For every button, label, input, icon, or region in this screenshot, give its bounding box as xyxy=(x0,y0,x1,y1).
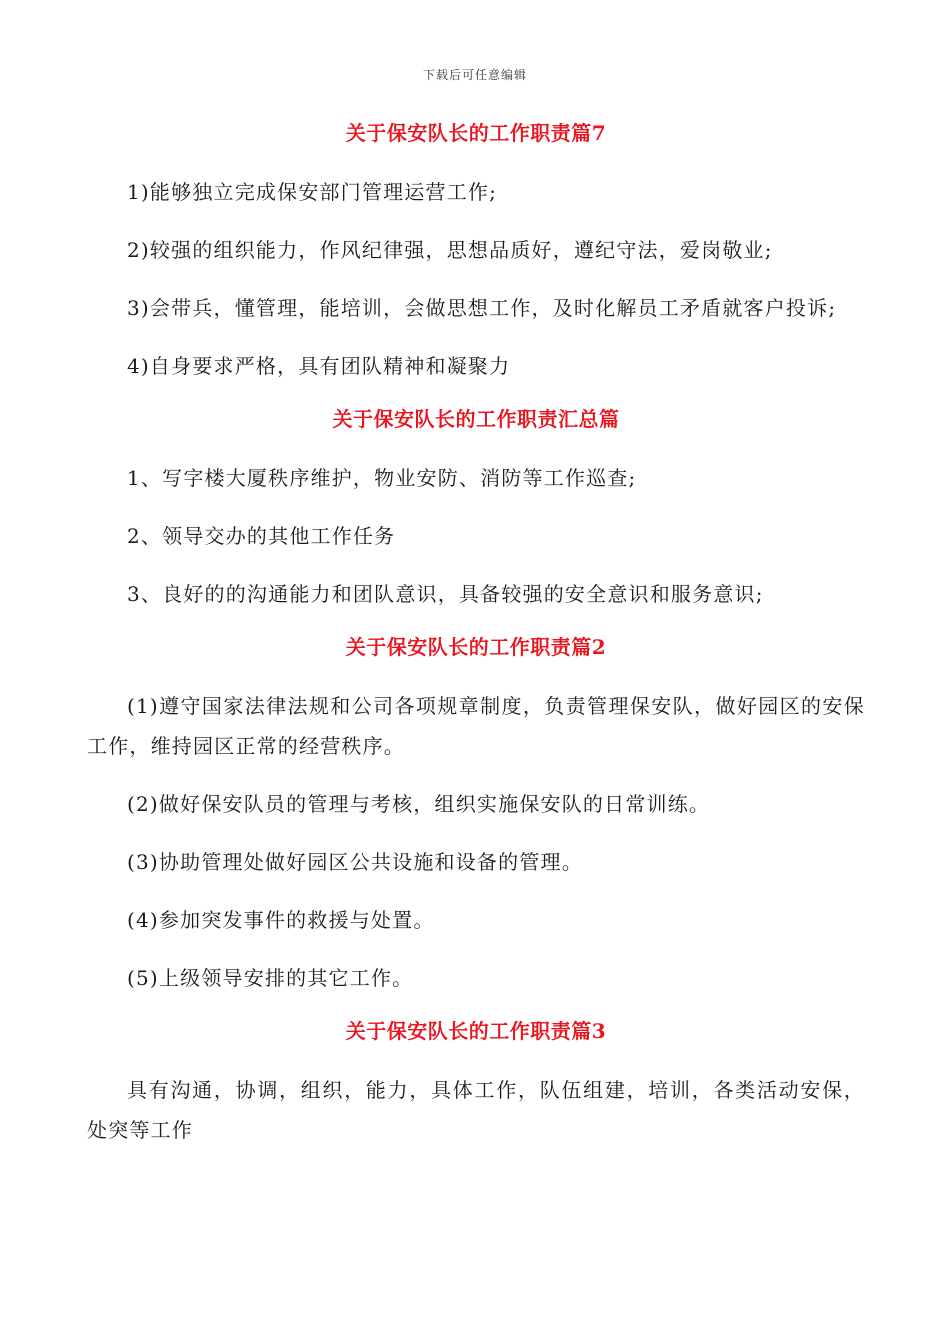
section-1 xyxy=(87,118,865,386)
paragraph: 2)较强的组织能力，作风纪律强，思想品质好，遵纪守法，爱岗敬业; xyxy=(127,238,773,262)
section-title: 关于保安队长的工作职责篇2 xyxy=(345,635,607,659)
document-body xyxy=(87,118,865,1168)
paragraph: (1)遵守国家法律法规和公司各项规章制度，负责管理保安队，做好园区的安保工作，维持园区正常的经营秩序。 xyxy=(87,694,865,758)
paragraph: (2)做好保安队员的管理与考核，组织实施保安队的日常训练。 xyxy=(127,792,711,816)
section-4 xyxy=(87,1016,865,1150)
section-title: 关于保安队长的工作职责汇总篇 xyxy=(332,407,620,431)
paragraph: (3)协助管理处做好园区公共设施和设备的管理。 xyxy=(127,850,583,874)
section-title: 关于保安队长的工作职责篇7 xyxy=(345,121,607,145)
paragraph: 3、良好的的沟通能力和团队意识，具备较强的安全意识和服务意识; xyxy=(127,582,764,606)
section-3 xyxy=(87,632,865,998)
paragraph: 1、写字楼大厦秩序维护，物业安防、消防等工作巡查; xyxy=(127,466,637,490)
section-title: 关于保安队长的工作职责篇3 xyxy=(345,1019,607,1043)
paragraph: 4)自身要求严格，具有团队精神和凝聚力 xyxy=(127,354,511,378)
paragraph: (5)上级领导安排的其它工作。 xyxy=(127,966,414,990)
header-note: 下载后可任意编辑 xyxy=(422,68,527,82)
paragraph: 1)能够独立完成保安部门管理运营工作; xyxy=(127,180,498,204)
paragraph: 3)会带兵，懂管理，能培训，会做思想工作，及时化解员工矛盾就客户投诉; xyxy=(127,296,837,320)
paragraph: (4)参加突发事件的救援与处置。 xyxy=(127,908,435,932)
section-2 xyxy=(87,404,865,614)
paragraph: 具有沟通，协调，组织，能力，具体工作，队伍组建，培训，各类活动安保，处突等工作 xyxy=(87,1078,865,1142)
paragraph: 2、领导交办的其他工作任务 xyxy=(127,524,396,548)
